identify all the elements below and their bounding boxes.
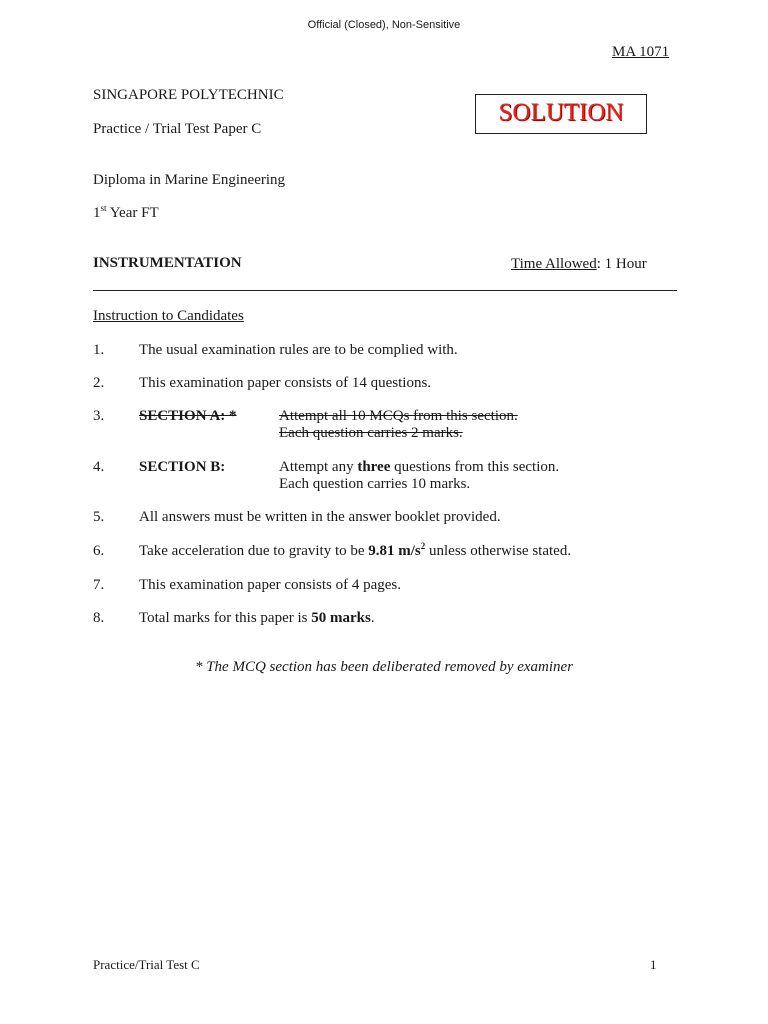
section-a-line-2: Each question carries 2 marks.: [279, 425, 463, 441]
instructions-heading: Instruction to Candidates: [93, 308, 244, 324]
section-b-label: SECTION B:: [139, 459, 226, 475]
gravity-pre: Take acceleration due to gravity to be: [139, 543, 369, 559]
time-allowed: [511, 256, 647, 273]
instruction-text: [139, 543, 571, 560]
section-b-line-2: Each question carries 10 marks.: [279, 476, 471, 492]
solution-stamp-text: SOLUTION: [498, 99, 624, 126]
header-divider: [93, 290, 677, 291]
instruction-text: All answers must be written in the answer booklet provided.: [139, 509, 501, 525]
instruction-number: 1.: [93, 342, 105, 358]
gravity-post: unless otherwise stated.: [425, 543, 572, 559]
gravity-value: 9.81 m/s: [368, 543, 421, 559]
institution-name: SINGAPORE POLYTECHNIC: [93, 87, 284, 103]
total-marks-pre: Total marks for this paper is: [139, 610, 312, 626]
instruction-number: 8.: [93, 610, 105, 626]
instruction-number: 3.: [93, 408, 105, 424]
year-of-study: [93, 205, 159, 222]
year-ordinal-suffix: st: [100, 203, 107, 213]
instruction-number: 7.: [93, 577, 105, 593]
classification-header: Official (Closed), Non-Sensitive: [307, 19, 461, 31]
instruction-text: [139, 610, 375, 627]
year-rest: Year FT: [106, 205, 159, 221]
time-allowed-value: : 1 Hour: [596, 256, 647, 272]
section-b-line-1-pre: Attempt any: [279, 459, 358, 475]
section-a-label: SECTION A: *: [139, 408, 237, 424]
instruction-number: 5.: [93, 509, 105, 525]
year-number: 1: [93, 205, 101, 221]
section-b-count: three: [357, 459, 391, 475]
instruction-text: This examination paper consists of 4 pages.: [139, 577, 402, 593]
instruction-text: The usual examination rules are to be complied with.: [139, 342, 458, 358]
total-marks-value: 50 marks: [311, 610, 371, 626]
footer-title: Practice/Trial Test C: [93, 957, 200, 972]
course-code: MA 1071: [612, 44, 670, 60]
section-b-line-1-post: questions from this section.: [390, 459, 560, 475]
gravity-exponent: 2: [420, 541, 426, 551]
diploma-name: Diploma in Marine Engineering: [93, 172, 286, 188]
paper-title: Practice / Trial Test Paper C: [93, 121, 262, 137]
page-number: 1: [650, 957, 657, 972]
subject-title: INSTRUMENTATION: [93, 255, 242, 271]
mcq-removed-note: * The MCQ section has been deliberated removed by examiner: [194, 659, 574, 675]
total-marks-post: .: [370, 610, 375, 626]
section-b-line-1: [279, 459, 559, 476]
time-allowed-label: Time Allowed: [511, 256, 597, 272]
section-a-line-1: Attempt all 10 MCQs from this section.: [279, 408, 518, 424]
instruction-number: 6.: [93, 543, 105, 559]
instruction-number: 2.: [93, 375, 105, 391]
solution-stamp: [475, 94, 647, 134]
instruction-text: This examination paper consists of 14 questions.: [139, 375, 432, 391]
instruction-number: 4.: [93, 459, 105, 475]
